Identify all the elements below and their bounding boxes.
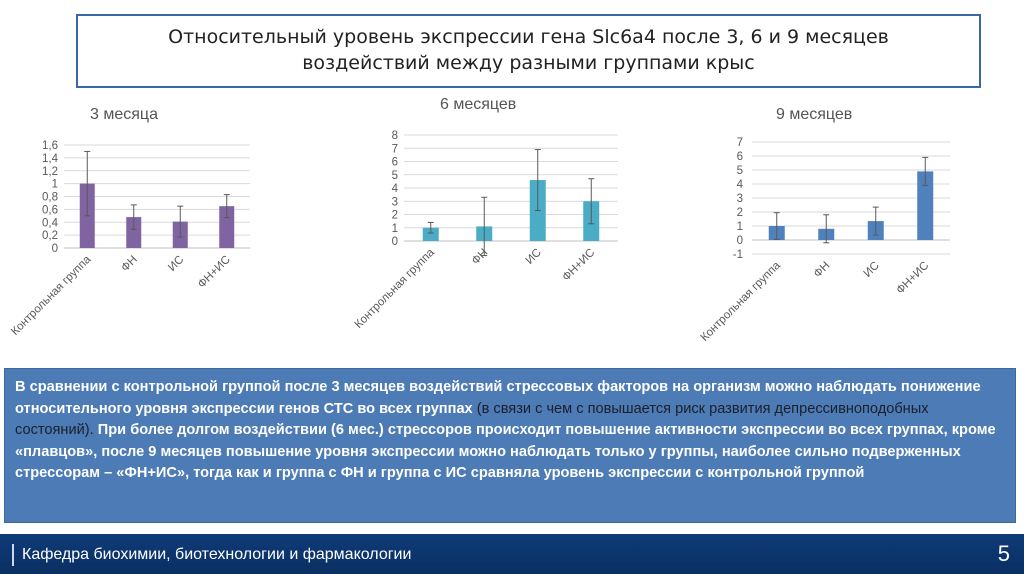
y-tick-label: 0 [736,235,743,247]
y-tick-label: 2 [391,209,398,222]
y-tick-label: 3 [391,196,398,209]
page-number: 5 [997,541,1010,566]
x-category-label: ФН+ИС [560,246,598,284]
x-category-label: ФН [811,259,833,281]
chart-9-months [680,130,970,360]
x-category-label: Контрольная группа [352,246,437,331]
x-category-label: ФН+ИС [894,259,932,297]
y-tick-label: 1,2 [42,165,58,178]
y-tick-label: 0 [391,236,398,248]
summary-text-box [4,368,1016,523]
footer-bar [0,534,1024,574]
x-category-label: ФН [119,253,140,275]
summary-part-3: При более долгом воздействии (6 мес.) стрессоров происходит повышение активности экспрессии во всех группах, кроме «плавцов», после 9 месяцев повышение уровня экспрессии можно наблюдать только у группы, наиболее сильно подверженных стрессорам – «ФН+ИС», тогда как и группа с ФН и группа с ИС сравняла уровень экспрессии с контрольной группой [15,422,996,481]
y-tick-label: 1 [51,178,58,191]
x-category-label: ИС [523,246,544,267]
footer-divider [12,544,14,566]
chart-title-3-months: 3 месяца [90,106,158,123]
y-tick-label: 0,4 [42,217,58,230]
chart-6-months [340,120,630,360]
chart-title-6-months: 6 месяцев [440,96,517,113]
y-tick-label: 7 [391,143,398,156]
y-tick-label: 1,6 [42,140,58,152]
y-tick-label: 0,8 [42,191,58,204]
x-category-label: ФН+ИС [195,253,233,291]
y-tick-label: 5 [736,165,743,177]
y-tick-label: 1 [391,222,398,235]
summary-part-1: В сравнении с контрольной группой после 3 месяцев воздействий стрессовых факторов на организм можно наблюдать понижение относительного уровня экспрессии генов СТС во всех группах [15,379,981,417]
x-category-label: ФН [469,246,491,268]
x-category-label: Контрольная группа [698,259,783,344]
y-tick-label: 6 [736,151,743,163]
footer-department: Кафедра биохимии, биотехнологии и фармакологии [22,546,412,563]
y-tick-label: -1 [732,249,743,261]
slide-title-line-2: воздействий между разными группами крыс [302,52,755,74]
y-tick-label: 4 [391,183,398,195]
chart-3-months [0,130,270,360]
y-tick-label: 2 [736,207,743,219]
x-category-label: Контрольная группа [9,253,94,338]
y-tick-label: 1 [736,221,743,233]
y-tick-label: 0 [51,243,58,255]
x-category-label: ИС [861,259,882,280]
y-tick-label: 0,2 [42,230,58,243]
y-tick-label: 5 [391,169,398,182]
chart-title-9-months: 9 месяцев [776,106,853,123]
y-tick-label: 6 [391,156,398,169]
y-tick-label: 1,4 [42,152,58,165]
y-tick-label: 3 [736,193,743,205]
y-tick-label: 7 [736,137,743,149]
slide-title-line-1: Относительный уровень экспрессии гена Slc6a4 после 3, 6 и 9 месяцев [168,26,889,49]
x-category-label: ИС [166,253,187,274]
slide-title-box [76,14,981,88]
y-tick-label: 8 [391,130,398,142]
y-tick-label: 0,6 [42,204,58,217]
summary-part-2: (в связи с чем с повышается риск развития депрессивноподобных состояний). [15,400,929,438]
y-tick-label: 4 [736,179,743,191]
